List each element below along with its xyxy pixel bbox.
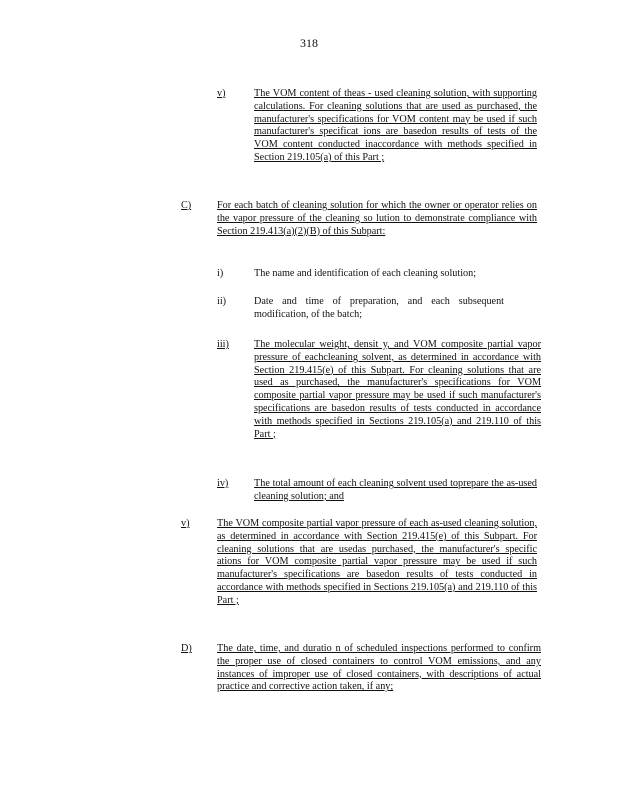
item-text: Date and time of preparation, and each subsequent modification, of the batch; — [254, 296, 504, 320]
item-text: The total amount of each cleaning solvent used toprepare the as-used cleaning solution; and — [254, 478, 537, 502]
item-marker: i) — [217, 268, 224, 279]
item-text: The VOM content of theas - used cleaning solution, with supporting calculations. For cleaning solutions that are used as purchased, the manufacturer's specifications for VOM content may be used if such manufacturer's specificat ions are basedon results of tests of the VOM content conducted inaccordance with methods specified in Section 219.105(a) of this Part ; — [254, 88, 537, 163]
item-text: The molecular weight, densit y, and VOM composite partial vapor pressure of eachcleaning solvent, as determined in accordance with Section 219.415(e) of this Subpart. For cleaning solutions that are used as purchased, the manufacturer's specifications for VOM composite partial vapor pressure may be used if such manufacturer's specifications are basedon results of tests conducted in accordance with methods specified in Sections 219.105(a) and 219.110 of this Part ; — [254, 339, 541, 440]
item-marker: v) — [181, 518, 190, 529]
item-marker: C) — [181, 200, 192, 211]
item-text: The date, time, and duratio n of scheduled inspections performed to confirm the proper use of closed containers to control VOM emissions, and any instances of improper use of closed containers, with descriptions of actual practice and corrective action taken, if any; — [217, 643, 541, 693]
item-marker: D) — [181, 643, 192, 654]
item-text: The name and identification of each cleaning solution; — [254, 268, 477, 279]
page-number: 318 — [300, 36, 318, 50]
item-text: For each batch of cleaning solution for which the owner or operator relies on the vapor pressure of the cleaning so lution to demonstrate compliance with Section 219.413(a)(2)(B) of this Subpart: — [217, 200, 537, 237]
item-marker: iv) — [217, 478, 229, 489]
item-marker: ii) — [217, 296, 227, 307]
item-text: The VOM composite partial vapor pressure of each as-used cleaning solution, as determined in accordance with Section 219.415(e) of this Subpart. For cleaning solutions that are usedas purchased, the manufacturer's specific ations for VOM composite partial vapor pressure may be used if such manufacturer's specifications are basedon results of tests conducted in accordance with methods specified in Sections 219.105(a) and 219.110 of this Part ; — [217, 518, 537, 606]
item-marker: iii) — [217, 339, 229, 350]
item-marker: v) — [217, 88, 226, 99]
